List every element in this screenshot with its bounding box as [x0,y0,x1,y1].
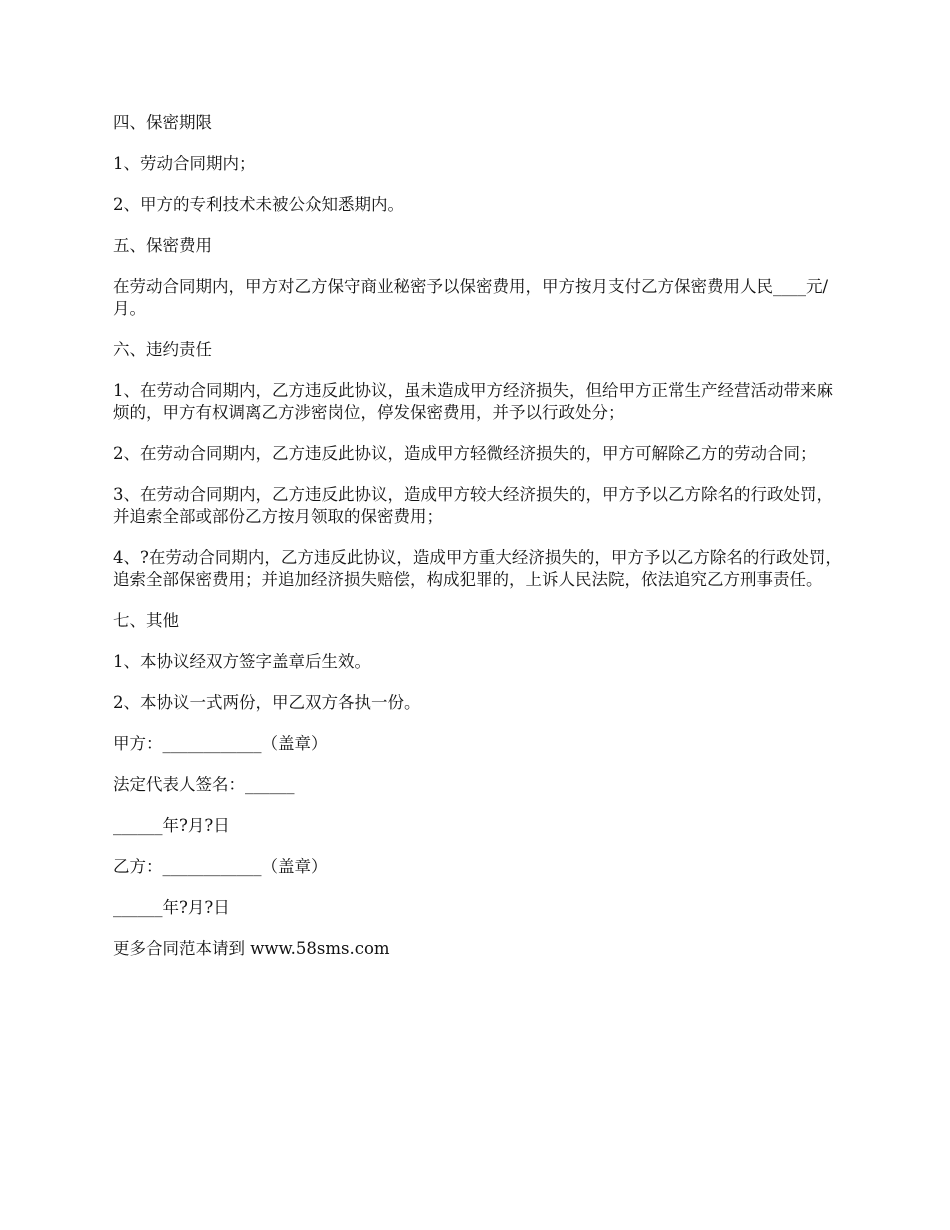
party-b-signature-line: 乙方：____________（盖章） [113,857,328,876]
party-a-signature-line: 甲方：____________（盖章） [113,734,328,753]
party-a-date-line: ______年?月?日 [113,816,230,835]
section-heading-liability: 六、违约责任 [113,340,212,359]
clause-text: 在劳动合同期内，甲方对乙方保守商业秘密予以保密费用，甲方按月支付乙方保密费用人民____元/月。 [113,277,829,318]
footer-more-templates: 更多合同范本请到 www.58sms.com [113,939,390,958]
section-heading-confidentiality-period: 四、保密期限 [113,113,212,132]
document-body [113,112,843,979]
clause-text: 2、本协议一式两份，甲乙双方各执一份。 [113,693,421,712]
clause-text: 1、本协议经双方签字盖章后生效。 [113,652,371,671]
clause-text: 2、在劳动合同期内，乙方违反此协议，造成甲方轻微经济损失的，甲方可解除乙方的劳动合同； [113,444,817,463]
section-heading-other: 七、其他 [113,611,179,630]
party-b-date-line: ______年?月?日 [113,898,230,917]
clause-text: 3、在劳动合同期内，乙方违反此协议，造成甲方较大经济损失的，甲方予以乙方除名的行政处罚，并追索全部或部份乙方按月领取的保密费用； [113,485,833,526]
clause-text: 1、劳动合同期内； [113,154,256,173]
clause-text: 2、甲方的专利技术未被公众知悉期内。 [113,195,404,214]
section-heading-confidentiality-fee: 五、保密费用 [113,236,212,255]
clause-text: 4、?在劳动合同期内，乙方违反此协议，造成甲方重大经济损失的，甲方予以乙方除名的行政处罚，追索全部保密费用；并追加经济损失赔偿，构成犯罪的，上诉人民法院，依法追究乙方刑事责任。 [113,548,842,589]
legal-representative-signature-line: 法定代表人签名：______ [113,775,295,794]
clause-text: 1、在劳动合同期内，乙方违反此协议，虽未造成甲方经济损失，但给甲方正常生产经营活动带来麻烦的，甲方有权调离乙方涉密岗位，停发保密费用，并予以行政处分； [113,381,833,422]
